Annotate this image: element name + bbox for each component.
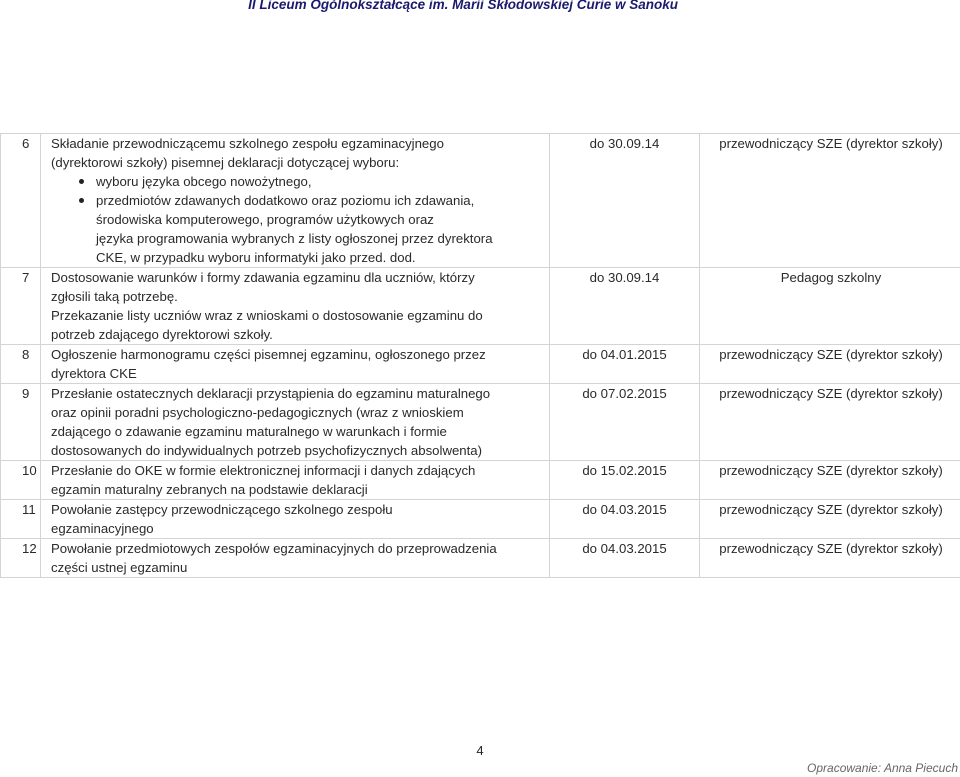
desc-line: Powołanie przedmiotowych zespołów egzaminacyjnych do przeprowadzenia	[51, 541, 497, 556]
desc-line: egzamin maturalny zebranych na podstawie deklaracji	[51, 482, 368, 497]
deadline: do 30.09.14	[550, 268, 700, 345]
list-item: wyboru języka obcego nowożytnego,	[51, 172, 543, 191]
table-row	[1, 268, 960, 345]
row-number: 7	[1, 268, 41, 345]
table-row	[1, 134, 960, 268]
desc-line: (dyrektorowi szkoły) pisemnej deklaracji dotyczącej wyboru:	[51, 155, 400, 170]
desc-line: potrzeb zdającego dyrektorowi szkoły.	[51, 327, 273, 342]
task-description	[41, 134, 550, 268]
desc-line: zdającego o zdawanie egzaminu maturalnego w warunkach i formie	[51, 424, 447, 439]
table-row	[1, 461, 960, 500]
responsible-person: przewodniczący SZE (dyrektor szkoły)	[700, 461, 960, 500]
desc-line: Przesłanie ostatecznych deklaracji przystąpienia do egzaminu maturalnego	[51, 386, 491, 401]
row-number: 12	[1, 539, 41, 578]
page-number: 4	[476, 743, 484, 758]
row-number: 10	[1, 461, 41, 500]
list-item-continuation: języka programowania wybranych z listy ogłoszonej przez dyrektora	[96, 231, 493, 246]
responsible-person: przewodniczący SZE (dyrektor szkoły)	[700, 345, 960, 384]
task-description	[41, 461, 550, 500]
desc-line: Ogłoszenie harmonogramu części pisemnej egzaminu, ogłoszonego przez	[51, 347, 486, 362]
desc-line: egzaminacyjnego	[51, 521, 154, 536]
desc-line: Powołanie zastępcy przewodniczącego szkolnego zespołu	[51, 502, 393, 517]
responsible-person: przewodniczący SZE (dyrektor szkoły)	[700, 539, 960, 578]
task-description	[41, 384, 550, 461]
document-header	[0, 0, 960, 14]
row-number: 6	[1, 134, 41, 268]
desc-line: Przekazanie listy uczniów wraz z wnioskami o dostosowanie egzaminu do	[51, 308, 483, 323]
table-row	[1, 384, 960, 461]
desc-line: dyrektora CKE	[51, 366, 137, 381]
deadline: do 04.01.2015	[550, 345, 700, 384]
responsible-person: przewodniczący SZE (dyrektor szkoły)	[700, 500, 960, 539]
row-number: 11	[1, 500, 41, 539]
list-item-continuation: CKE, w przypadku wyboru informatyki jako przed. dod.	[96, 250, 416, 265]
row-number: 8	[1, 345, 41, 384]
desc-line: Dostosowanie warunków i formy zdawania egzaminu dla uczniów, którzy	[51, 270, 475, 285]
desc-line: Składanie przewodniczącemu szkolnego zespołu egzaminacyjnego	[51, 136, 444, 151]
deadline: do 04.03.2015	[550, 500, 700, 539]
responsible-person: przewodniczący SZE (dyrektor szkoły)	[700, 134, 960, 268]
desc-line: Przesłanie do OKE w formie elektronicznej informacji i danych zdających	[51, 463, 476, 478]
task-description	[41, 539, 550, 578]
task-description	[41, 345, 550, 384]
deadline: do 07.02.2015	[550, 384, 700, 461]
list-item-continuation: środowiska komputerowego, programów użytkowych oraz	[96, 212, 434, 227]
school-name: II Liceum Ogólnokształcące im. Marii Skłodowskiej Curie w Sanoku	[248, 0, 678, 12]
desc-line: części ustnej egzaminu	[51, 560, 188, 575]
task-description	[41, 500, 550, 539]
table-row	[1, 345, 960, 384]
desc-line: zgłosili taką potrzebę.	[51, 289, 178, 304]
task-description	[41, 268, 550, 345]
responsible-person: Pedagog szkolny	[700, 268, 960, 345]
deadline: do 30.09.14	[550, 134, 700, 268]
table-row	[1, 539, 960, 578]
desc-line: oraz opinii poradni psychologiczno-pedagogicznych (wraz z wnioskiem	[51, 405, 464, 420]
desc-line: dostosowanych do indywidualnych potrzeb psychofizycznych absolwenta)	[51, 443, 483, 458]
author-credit: Opracowanie: Anna Piecuch	[807, 761, 958, 775]
deadline: do 15.02.2015	[550, 461, 700, 500]
responsible-person: przewodniczący SZE (dyrektor szkoły)	[700, 384, 960, 461]
list-item: przedmiotów zdawanych dodatkowo oraz poziomu ich zdawania,	[51, 191, 543, 210]
table-row	[1, 500, 960, 539]
option-list	[51, 172, 543, 267]
deadline: do 04.03.2015	[550, 539, 700, 578]
schedule-table	[0, 133, 960, 578]
row-number: 9	[1, 384, 41, 461]
